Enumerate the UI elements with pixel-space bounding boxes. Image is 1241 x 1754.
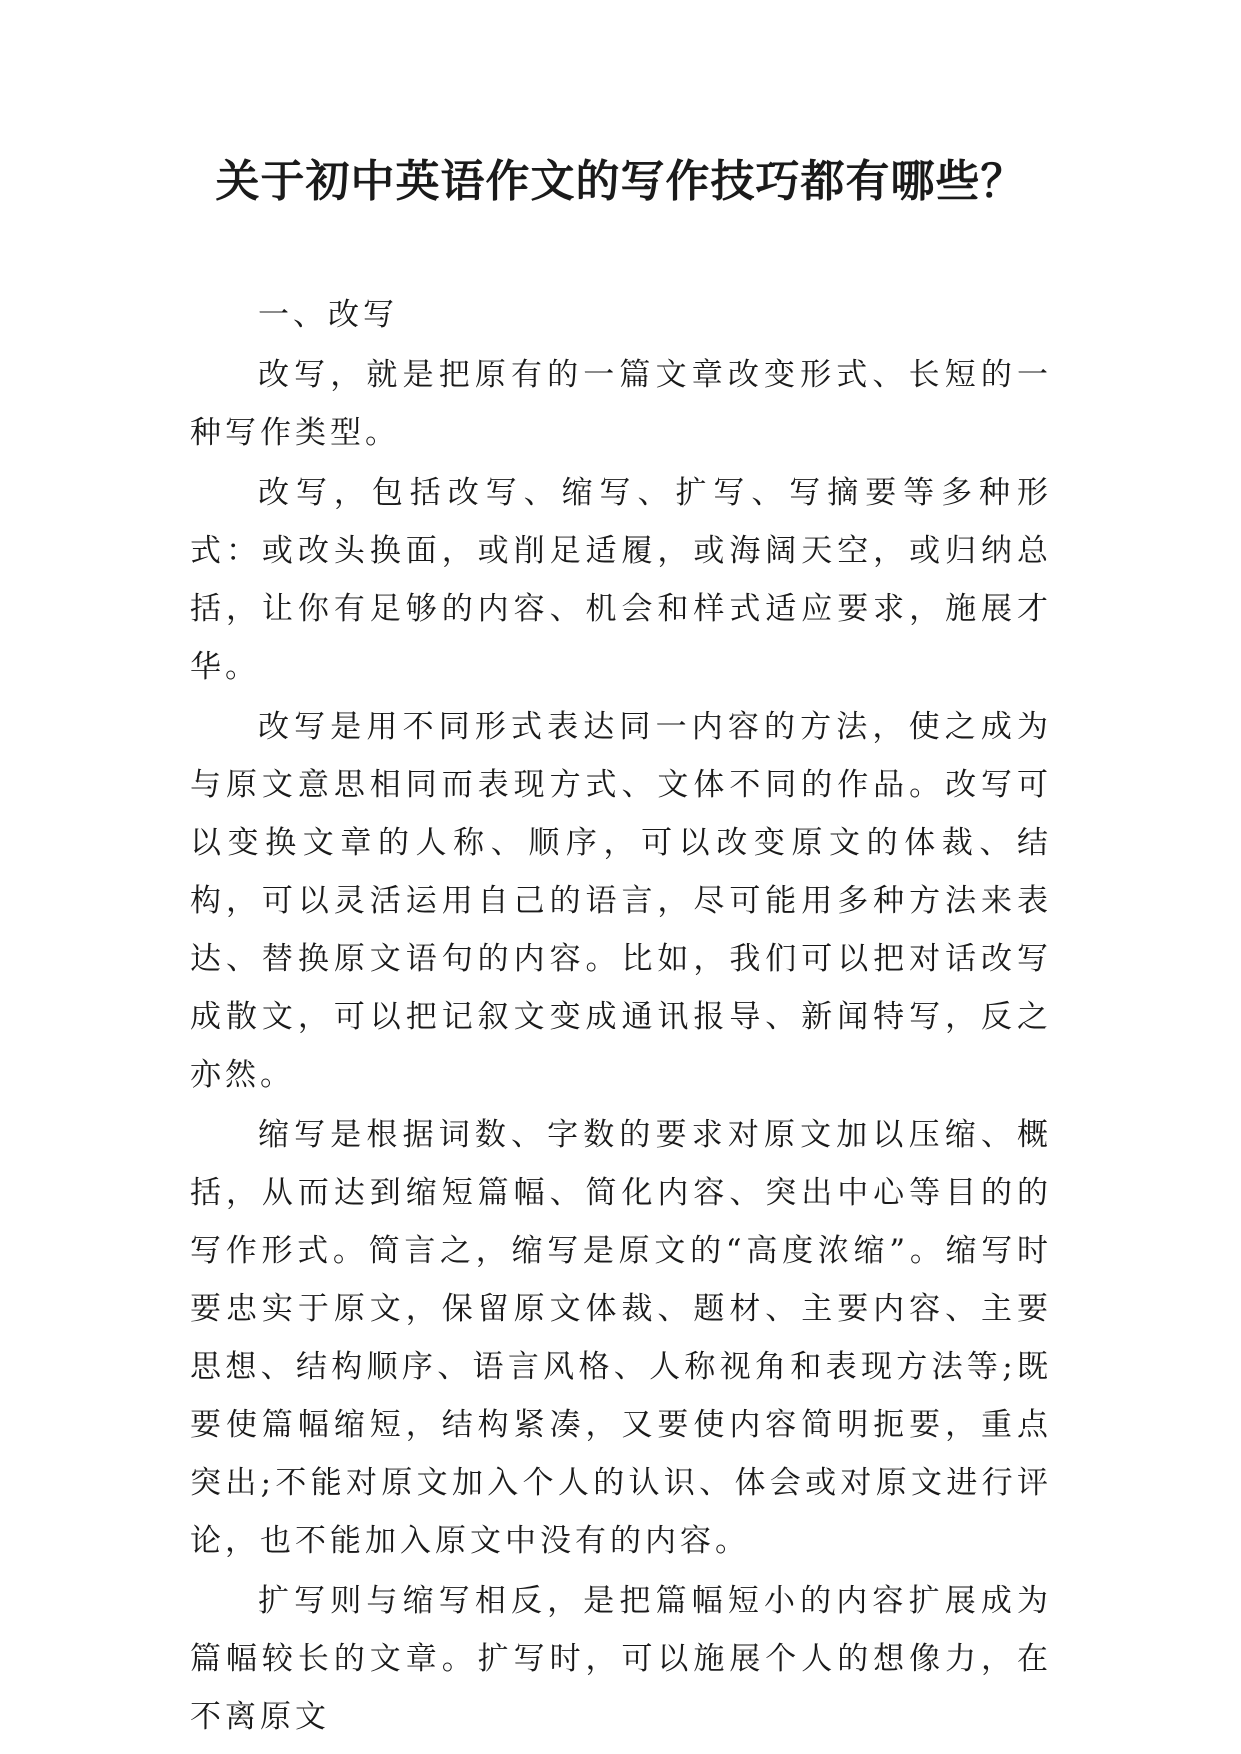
- paragraph: 改写，就是把原有的一篇文章改变形式、长短的一种写作类型。: [190, 357, 1052, 451]
- document-body: [190, 286, 1052, 1748]
- paragraph: 改写，包括改写、缩写、扩写、写摘要等多种形式：或改头换面，或削足适履，或海阔天空，或归纳总括，让你有足够的内容、机会和样式适应要求，施展才华。: [190, 475, 1052, 685]
- section-heading: 一、改写: [258, 297, 398, 333]
- paragraph: 缩写是根据词数、字数的要求对原文加以压缩、概括，从而达到缩短篇幅、简化内容、突出中心等目的的写作形式。简言之，缩写是原文的“高度浓缩”。缩写时要忠实于原文，保留原文体裁、题材、主要内容、主要思想、结构顺序、语言风格、人称视角和表现方法等;既要使篇幅缩短，结构紧凑，又要使内容简明扼要，重点突出;不能对原文加入个人的认识、体会或对原文进行评论，也不能加入原文中没有的内容。: [190, 1117, 1052, 1559]
- paragraph: 改写是用不同形式表达同一内容的方法，使之成为与原文意思相同而表现方式、文体不同的作品。改写可以变换文章的人称、顺序，可以改变原文的体裁、结构，可以灵活运用自己的语言，尽可能用多种方法来表达、替换原文语句的内容。比如，我们可以把对话改写成散文，可以把记叙文变成通讯报导、新闻特写，反之亦然。: [190, 709, 1052, 1093]
- document-title: 关于初中英语作文的写作技巧都有哪些？: [215, 156, 1026, 207]
- paragraph: 扩写则与缩写相反，是把篇幅短小的内容扩展成为篇幅较长的文章。扩写时，可以施展个人的想像力，在不离原文: [190, 1583, 1052, 1735]
